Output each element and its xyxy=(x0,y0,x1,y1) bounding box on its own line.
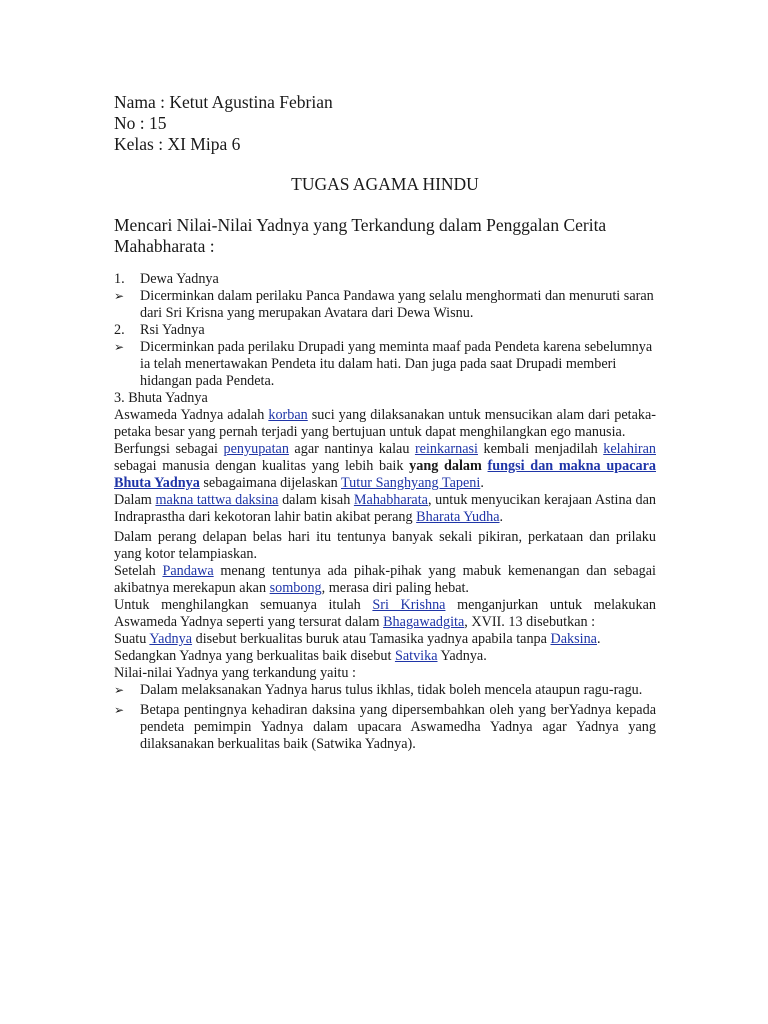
student-number: No : 15 xyxy=(114,113,167,133)
arrow-bullet-icon: ➢ xyxy=(114,683,125,697)
bullet-text: Dicerminkan pada perilaku Drupadi yang meminta maaf pada Pendeta karena sebelumnya ia telah menertawakan Pendeta itu dalam hati. Dan juga pada saat Drupadi memberi hidangan pada Pendeta. xyxy=(140,339,653,389)
link-sombong[interactable]: sombong xyxy=(269,580,322,596)
link-tutur-sanghyang-tapeni[interactable]: Tutur Sanghyang Tapeni xyxy=(341,475,481,491)
bullet-text: Dicerminkan dalam perilaku Panca Pandawa yang selalu menghormati dan menuruti saran dari Sri Krisna yang merupakan Avatara dari Dewa Wisnu. xyxy=(140,288,654,321)
section-label: Rsi Yadnya xyxy=(140,322,205,338)
section-dewa-yadnya xyxy=(114,271,656,288)
link-bharata-yudha[interactable]: Bharata Yudha xyxy=(416,509,500,525)
document-title: TUGAS AGAMA HINDU xyxy=(291,174,479,194)
link-mahabharata[interactable]: Mahabharata xyxy=(353,492,428,508)
link-bhagawadgita[interactable]: Bhagawadgita xyxy=(383,614,465,630)
link-sri-krishna[interactable]: Sri Krishna xyxy=(372,597,446,613)
link-korban[interactable]: korban xyxy=(268,407,308,423)
link-reinkarnasi[interactable]: reinkarnasi xyxy=(414,441,478,457)
section-rsi-yadnya xyxy=(114,322,656,339)
link-makna-tattwa-daksina[interactable]: makna tattwa daksina xyxy=(155,492,279,508)
link-satvika[interactable]: Satvika xyxy=(394,648,438,664)
document-body xyxy=(114,271,656,753)
paragraph-satvika: Sedangkan Yadnya yang berkualitas baik disebut Satvika Yadnya. xyxy=(114,648,487,664)
paragraph-pandawa: Setelah Pandawa menang tentunya ada pihak-pihak yang mabuk kemenangan dan sebagai akibatnya merekapun akan sombong, merasa diri paling hebat. xyxy=(114,563,656,596)
student-name: Nama : Ketut Agustina Febrian xyxy=(114,92,333,112)
link-pandawa[interactable]: Pandawa xyxy=(162,563,214,579)
heading-line-2: Mahabharata : xyxy=(114,236,215,256)
link-fungsi-makna-upacara[interactable]: fungsi dan makna upacara Bhuta Yadnya xyxy=(114,458,657,491)
bullet-text: Betapa pentingnya kehadiran daksina yang dipersembahkan oleh yang berYadnya kepada pendeta pemimpin Yadnya dalam upacara Aswamedha Yadnya agar Yadnya yang dilaksanakan berkualitas baik (Satwika Yadnya). xyxy=(140,702,656,752)
bullet-item xyxy=(114,682,656,699)
bullet-item xyxy=(114,702,656,753)
bullet-text: Dalam melaksanakan Yadnya harus tulus ikhlas, tidak boleh mencela ataupun ragu-ragu. xyxy=(140,682,643,698)
section-label: Dewa Yadnya xyxy=(140,271,219,287)
link-kelahiran[interactable]: kelahiran xyxy=(603,441,656,457)
section-number: 2. xyxy=(114,322,125,338)
student-info xyxy=(114,92,656,155)
document-page xyxy=(114,92,656,753)
document-heading xyxy=(114,215,656,257)
link-daksina[interactable]: Daksina xyxy=(550,631,597,647)
paragraph-sri-krishna: Untuk menghilangkan semuanya itulah Sri Krishna menganjurkan untuk melakukan Aswameda Yadnya seperti yang tersurat dalam Bhagawadgita, XVII. 13 disebutkan : xyxy=(114,597,656,630)
paragraph-makna-tattwa: Dalam makna tattwa daksina dalam kisah Mahabharata, untuk menyucikan kerajaan Astina dan Indraprastha dari kekotoran lahir batin akibat perang Bharata Yudha. xyxy=(114,492,656,525)
link-yadnya[interactable]: Yadnya xyxy=(149,631,193,647)
section-number: 1. xyxy=(114,271,125,287)
paragraph-berfungsi: Berfungsi sebagai penyupatan agar nantinya kalau reinkarnasi kembali menjadilah kelahiran sebagai manusia dengan kualitas yang lebih baik yang dalam fungsi dan makna upacara Bhuta Yadnya sebagaimana dijelaskan Tutur Sanghyang Tapeni. xyxy=(114,441,657,491)
paragraph-aswameda: Aswameda Yadnya adalah korban suci yang dilaksanakan untuk mensucikan alam dari petaka-petaka besar yang pernah terjadi yang bertujuan untuk dapat menghilangkan ego manusia. xyxy=(114,407,656,440)
paragraph-tamasika: Suatu Yadnya disebut berkualitas buruk atau Tamasika yadnya apabila tanpa Daksina. xyxy=(114,631,601,647)
arrow-bullet-icon: ➢ xyxy=(114,703,125,717)
bullet-item xyxy=(114,288,656,322)
bullet-item xyxy=(114,339,656,390)
paragraph-nilai-nilai: Nilai-nilai Yadnya yang terkandung yaitu : xyxy=(114,665,356,681)
arrow-bullet-icon: ➢ xyxy=(114,340,125,354)
student-class: Kelas : XI Mipa 6 xyxy=(114,134,241,154)
heading-line-1: Mencari Nilai-Nilai Yadnya yang Terkandung dalam Penggalan Cerita xyxy=(114,215,607,235)
link-penyupatan[interactable]: penyupatan xyxy=(223,441,289,457)
section-bhuta-yadnya: 3. Bhuta Yadnya xyxy=(114,390,208,406)
arrow-bullet-icon: ➢ xyxy=(114,289,125,303)
paragraph-perang: Dalam perang delapan belas hari itu tentunya banyak sekali pikiran, perkataan dan prilaku yang kotor telampiaskan. xyxy=(114,529,656,562)
